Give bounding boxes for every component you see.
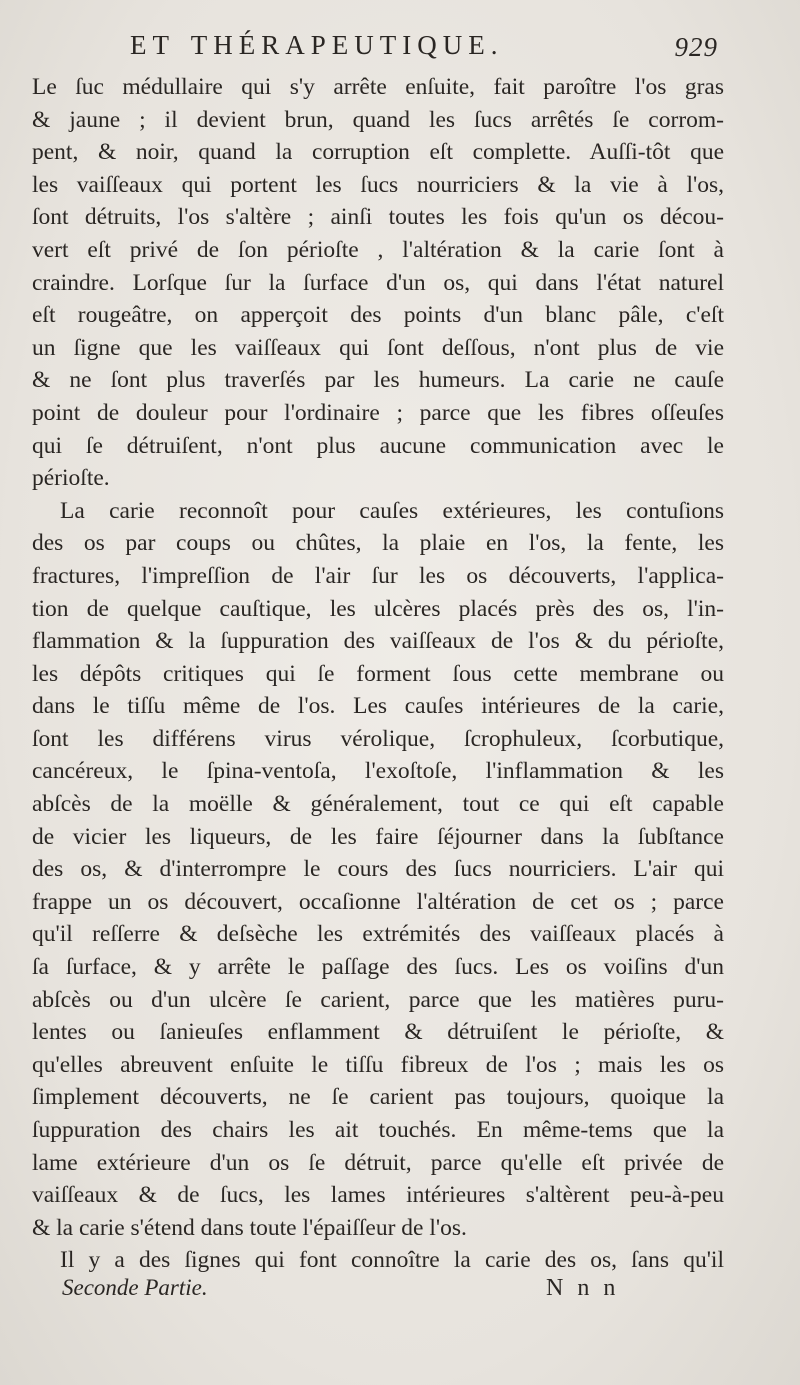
page-number: 929 <box>674 32 718 62</box>
signature-mark: N n n <box>546 1275 620 1301</box>
text-line: les dépôts critiques qui ſe forment ſous cette membrane ou <box>32 660 724 687</box>
text-line: flammation & la ſuppuration des vaiſſeaux de l'os & du périoſte, <box>32 628 724 655</box>
text-line: de vicier les liqueurs, de les faire ſéjourner dans la ſubſtance <box>32 823 724 850</box>
text-line: Il y a des ſignes qui font connoître la carie des os, ſans qu'il <box>60 1247 724 1274</box>
text-line: ſa ſurface, & y arrête le paſſage des ſucs. Les os voiſins d'un <box>32 954 724 981</box>
text-line: les vaiſſeaux qui portent les ſucs nourriciers & la vie à l'os, <box>32 171 724 198</box>
text-line: & ne ſont plus traverſés par les humeurs. La carie ne cauſe <box>32 367 724 394</box>
text-line: ſuppuration des chairs les ait touchés. En même-tems que la <box>32 1117 724 1143</box>
page-header <box>0 30 800 70</box>
paragraph <box>32 71 724 495</box>
text-line: qu'il reſſerre & deſsèche les extrémités des vaiſſeaux placés à <box>32 921 724 948</box>
text-line: eſt rougeâtre, on apperçoit des points d'un blanc pâle, c'eſt <box>32 302 724 329</box>
running-head: ET THÉRAPEUTIQUE. <box>130 30 504 60</box>
text-line: frappe un os découvert, occaſionne l'altération de cet os ; parce <box>32 888 724 915</box>
page-footer <box>0 1275 800 1315</box>
text-line: fractures, l'impreſſion de l'air ſur les os découverts, l'applica- <box>32 562 724 589</box>
text-line: Le ſuc médullaire qui s'y arrête enſuite, fait paroître l'os gras <box>32 74 724 100</box>
text-line: qu'elles abreuvent enſuite le tiſſu fibreux de l'os ; mais les os <box>32 1051 724 1078</box>
text-line: & la carie s'étend dans toute l'épaiſſeur de l'os. <box>32 1214 467 1241</box>
text-line: des os par coups ou chûtes, la plaie en l'os, la fente, les <box>32 530 724 557</box>
text-line: & jaune ; il devient brun, quand les ſucs arrêtés ſe corrom- <box>32 106 724 133</box>
text-line: abſcès de la moëlle & généralement, tout ce qui eſt capable <box>32 791 724 818</box>
text-line: vaiſſeaux & de ſucs, les lames intérieures s'altèrent peu-à-peu <box>32 1182 724 1209</box>
text-line: abſcès ou d'un ulcère ſe carient, parce que les matières puru- <box>32 986 724 1013</box>
text-line: La carie reconnoît pour cauſes extérieures, les contuſions <box>60 497 724 524</box>
text-line: pent, & noir, quand la corruption eſt complette. Auſſi-tôt que <box>32 139 724 166</box>
text-line: lentes ou ſanieuſes enflamment & détruiſent le périoſte, & <box>32 1019 724 1046</box>
text-line: tion de quelque cauſtique, les ulcères placés près des os, l'in- <box>32 595 724 622</box>
text-line: lame extérieure d'un os ſe détruit, parce qu'elle eſt privée de <box>32 1149 724 1176</box>
body-text <box>32 71 724 1277</box>
paragraph <box>32 495 724 1245</box>
text-line: des os, & d'interrompre le cours des ſucs nourriciers. L'air qui <box>32 856 724 883</box>
text-line: ſont les différens virus vérolique, ſcrophuleux, ſcorbutique, <box>32 725 724 752</box>
text-line: craindre. Lorſque ſur la ſurface d'un os, qui dans l'état naturel <box>32 269 724 296</box>
text-line: cancéreux, le ſpina-ventoſa, l'exoſtoſe, l'inflammation & les <box>32 758 724 785</box>
paragraph <box>32 1244 724 1277</box>
text-line: dans le tiſſu même de l'os. Les cauſes intérieures de la carie, <box>32 693 724 720</box>
part-title: Seconde Partie. <box>62 1275 208 1300</box>
text-line: point de douleur pour l'ordinaire ; parce que les fibres oſſeuſes <box>32 399 724 426</box>
text-line: un ſigne que les vaiſſeaux qui ſont deſſous, n'ont plus de vie <box>32 334 724 361</box>
text-line: périoſte. <box>32 465 110 492</box>
text-line: vert eſt privé de ſon périoſte , l'altération & la carie ſont à <box>32 236 724 263</box>
text-line: ſimplement découverts, ne ſe carient pas toujours, quoique la <box>32 1084 724 1111</box>
text-line: qui ſe détruiſent, n'ont plus aucune communication avec le <box>32 432 724 459</box>
text-line: ſont détruits, l'os s'altère ; ainſi toutes les fois qu'un os décou- <box>32 204 724 231</box>
